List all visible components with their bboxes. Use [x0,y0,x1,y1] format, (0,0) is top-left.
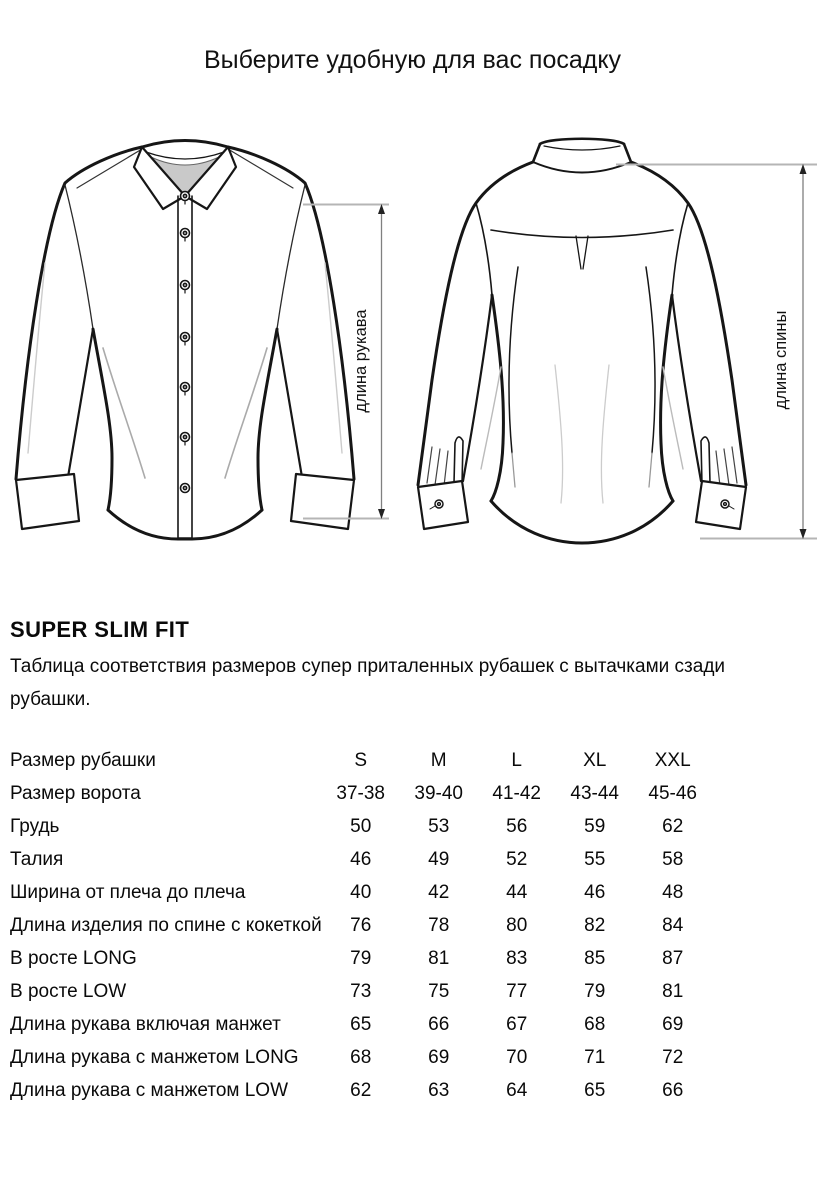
size-col-header: XXL [654,749,691,771]
fit-heading: SUPER SLIM FIT [10,617,190,642]
size-value-cell: 56 [506,815,528,837]
size-value-cell: 67 [506,1013,528,1035]
row-label: Длина рукава с манжетом LONG [10,1046,299,1068]
size-value-cell: 83 [506,947,528,969]
size-value-cell: 62 [350,1079,372,1101]
size-value-cell: 66 [662,1079,684,1101]
table-row [10,975,712,1008]
size-col-header: S [354,749,368,771]
size-value-cell: 52 [506,848,528,870]
back-shirt-body [491,230,673,543]
size-value-cell: 73 [350,980,372,1002]
size-value-cell: 81 [428,947,450,969]
size-value-cell: 85 [584,947,606,969]
size-value-cell: 71 [584,1046,606,1068]
row-label: Длина рукава включая манжет [10,1013,281,1035]
size-value-cell: 70 [506,1046,528,1068]
size-value-cell: 78 [428,914,450,936]
row-label: Размер рубашки [10,749,156,771]
size-value-cell: 75 [428,980,450,1002]
shirt-diagram [0,120,825,565]
size-value-cell: 53 [428,815,450,837]
table-row [10,1041,712,1074]
back-length-label: длина спины [772,310,790,410]
size-value-cell: 65 [350,1013,372,1035]
size-value-cell: 68 [350,1046,372,1068]
size-value-cell: 84 [662,914,684,936]
size-col-header: L [511,749,522,771]
back-shirt-cuffs [418,481,746,529]
size-value-cell: 81 [662,980,684,1002]
size-value-cell: 72 [662,1046,684,1068]
size-value-cell: 64 [506,1079,528,1101]
table-row [10,1008,712,1041]
size-value-cell: 37-38 [336,782,386,804]
size-value-cell: 39-40 [414,782,464,804]
size-value-cell: 43-44 [570,782,620,804]
row-label: В росте LONG [10,947,137,969]
size-value-cell: 69 [662,1013,684,1035]
size-value-cell: 63 [428,1079,450,1101]
front-shirt-cuffs [16,474,354,529]
size-value-cell: 79 [350,947,372,969]
size-table [10,744,712,1107]
row-label: Грудь [10,815,60,837]
row-label: Длина изделия по спине с кокеткой [10,914,322,936]
size-value-cell: 79 [584,980,606,1002]
size-value-cell: 41-42 [492,782,542,804]
table-row [10,909,712,942]
sleeve-length-dimension [303,204,389,519]
size-value-cell: 59 [584,815,606,837]
row-label: Длина рукава с манжетом LOW [10,1079,289,1101]
size-value-cell: 62 [662,815,684,837]
size-value-cell: 40 [350,881,372,903]
table-row [10,942,712,975]
size-value-cell: 66 [428,1013,450,1035]
size-value-cell: 49 [428,848,450,870]
size-value-cell: 46 [350,848,372,870]
size-value-cell: 87 [662,947,684,969]
size-value-cell: 48 [662,881,684,903]
size-value-cell: 82 [584,914,606,936]
size-value-cell: 68 [584,1013,606,1035]
size-value-cell: 65 [584,1079,606,1101]
front-shirt-buttons [181,192,190,493]
row-label: Талия [10,848,64,870]
size-value-cell: 80 [506,914,528,936]
table-row [10,744,712,777]
table-row [10,876,712,909]
row-label: В росте LOW [10,980,127,1002]
row-label: Ширина от плеча до плеча [10,881,246,903]
size-value-cell: 69 [428,1046,450,1068]
back-shirt-sleeves [418,162,746,486]
size-col-header: M [430,749,447,771]
page-title: Выберите удобную для вас посадку [203,46,622,74]
size-value-cell: 50 [350,815,372,837]
row-label: Размер ворота [10,782,141,804]
size-value-cell: 77 [506,980,528,1002]
table-row [10,1074,712,1107]
size-value-cell: 58 [662,848,684,870]
size-col-header: XL [583,749,607,771]
size-value-cell: 45-46 [648,782,698,804]
size-value-cell: 42 [428,881,450,903]
size-value-cell: 44 [506,881,528,903]
size-value-cell: 55 [584,848,606,870]
back-shirt-collar [533,139,631,173]
fit-description: Таблица соответствия размеров супер приталенных рубашек с вытачками сзади рубашки. [10,656,726,710]
table-row [10,843,712,876]
back-shirt-drawing [418,139,746,543]
sleeve-length-label: длина рукава [352,309,370,413]
size-value-cell: 46 [584,881,606,903]
front-shirt-drawing [16,141,354,540]
table-row [10,810,712,843]
back-shirt-darts [481,236,683,503]
size-value-cell: 76 [350,914,372,936]
table-row [10,777,712,810]
